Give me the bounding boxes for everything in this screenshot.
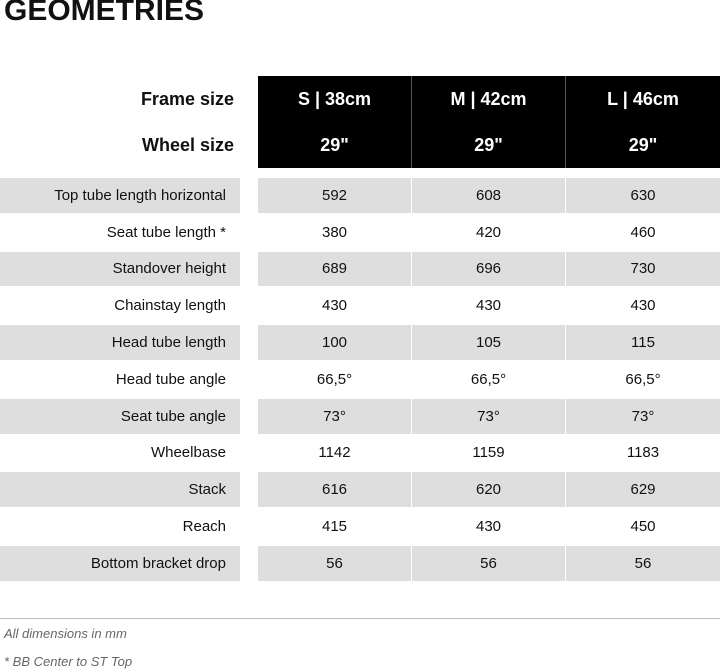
row-label: Head tube length	[0, 325, 240, 360]
cell-value: 1183	[626, 444, 660, 462]
wheel-size-m: 29"	[412, 122, 565, 168]
table-row	[0, 435, 720, 472]
cell-value: 420	[475, 223, 502, 241]
cell-value: 450	[630, 518, 656, 536]
row-label: Standover height	[0, 252, 240, 287]
frame-size-s: S | 38cm	[258, 76, 411, 123]
cell-value: 430	[321, 297, 348, 315]
frame-size-row	[0, 76, 720, 122]
cell-value: 66,5°	[470, 370, 507, 388]
cell-value: 616	[258, 472, 411, 507]
cell-value: 592	[258, 178, 411, 213]
cell-value: 56	[258, 546, 411, 581]
cell-value: 415	[321, 518, 348, 536]
table-row	[0, 471, 720, 508]
table-row	[0, 251, 720, 288]
cell-value: 66,5°	[625, 370, 661, 388]
cell-value: 105	[412, 325, 565, 360]
cell-value: 620	[412, 472, 565, 507]
cell-value: 66,5°	[316, 370, 353, 388]
table-row	[0, 508, 720, 545]
cell-value: 608	[412, 178, 565, 213]
row-label: Seat tube angle	[0, 399, 240, 434]
footnote: * BB Center to ST Top	[4, 654, 133, 669]
row-label: Chainstay length	[114, 297, 226, 315]
row-label: Top tube length horizontal	[0, 178, 240, 213]
row-label: Reach	[182, 518, 226, 536]
cell-value: 380	[321, 223, 348, 241]
page-title: GEOMETRIES	[4, 0, 205, 27]
geometry-table	[0, 177, 720, 582]
row-label: Seat tube length *	[106, 223, 226, 241]
cell-value: 430	[630, 297, 656, 315]
frame-size-m: M | 42cm	[412, 76, 565, 123]
row-label: Bottom bracket drop	[0, 546, 240, 581]
table-row	[0, 361, 720, 398]
cell-value: 1159	[472, 444, 505, 462]
wheel-size-row	[0, 122, 720, 168]
cell-value: 1142	[318, 444, 351, 462]
cell-value: 430	[475, 518, 502, 536]
row-label: Stack	[0, 472, 240, 507]
cell-value: 56	[566, 546, 720, 581]
table-row	[0, 287, 720, 324]
frame-size-label: Frame size	[140, 88, 234, 109]
cell-value: 73°	[412, 399, 565, 434]
cell-value: 430	[475, 297, 502, 315]
cell-value: 115	[566, 325, 720, 360]
cell-value: 100	[258, 325, 411, 360]
cell-value: 56	[412, 546, 565, 581]
table-row	[0, 545, 720, 582]
wheel-size-s: 29"	[258, 122, 411, 168]
frame-size-l: L | 46cm	[566, 76, 720, 123]
geometry-header	[0, 76, 720, 168]
cell-value: 73°	[566, 399, 720, 434]
cell-value: 689	[258, 252, 411, 287]
table-row	[0, 177, 720, 214]
cell-value: 460	[630, 223, 656, 241]
table-row	[0, 214, 720, 251]
units-note: All dimensions in mm	[4, 626, 127, 641]
wheel-size-label: Wheel size	[141, 134, 234, 155]
wheel-size-l: 29"	[566, 122, 720, 168]
row-label: Head tube angle	[115, 370, 226, 388]
row-label: Wheelbase	[150, 444, 226, 462]
cell-value: 629	[566, 472, 720, 507]
cell-value: 630	[566, 178, 720, 213]
divider	[0, 618, 720, 619]
table-row	[0, 324, 720, 361]
cell-value: 73°	[258, 399, 411, 434]
table-row	[0, 398, 720, 435]
cell-value: 730	[566, 252, 720, 287]
cell-value: 696	[412, 252, 565, 287]
